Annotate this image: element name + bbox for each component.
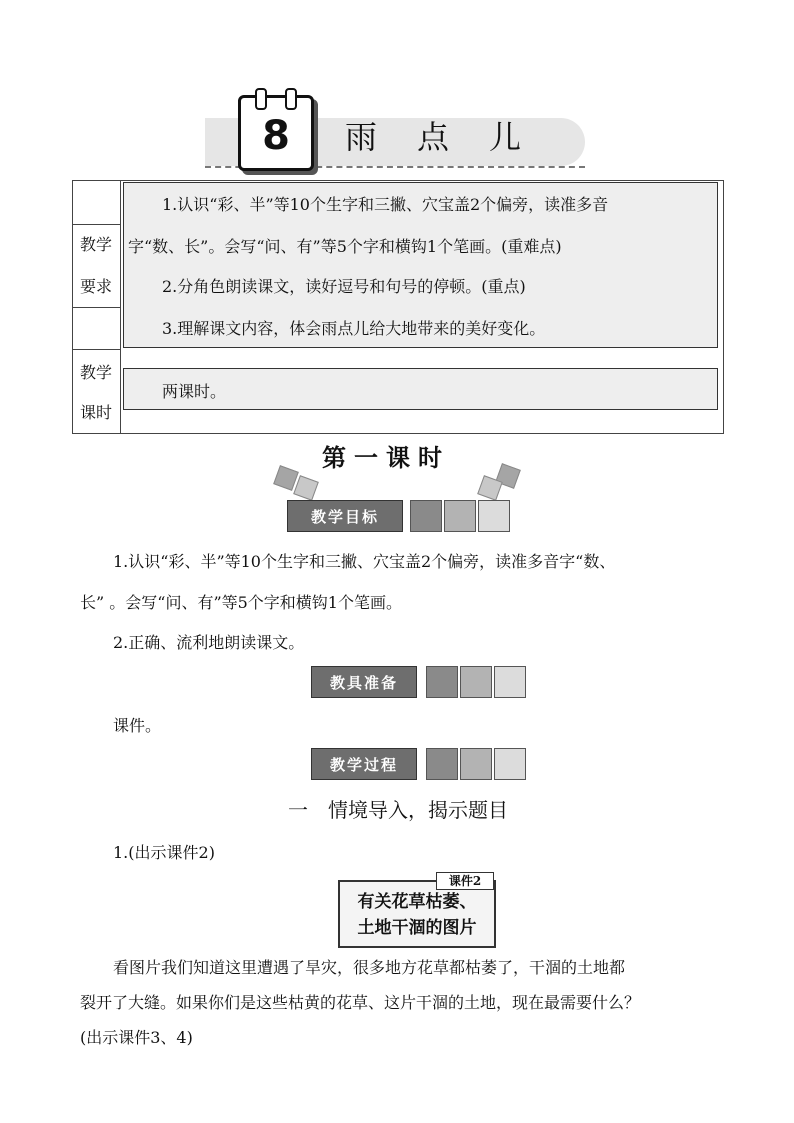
badge-square [494,748,526,780]
process-badge: 教学过程 [311,748,417,780]
badge-square [410,500,442,532]
courseware-line: 土地干涸的图片 [357,918,477,938]
badge-square [494,666,526,698]
requirement-line: 字“数、长”。会写“问、有”等5个字和横钩1个笔画。(重难点) [128,237,562,256]
paragraph-line: (出示课件3、4) [80,1028,193,1047]
calendar-icon [238,95,314,171]
step-text: 1.(出示课件2) [113,843,215,862]
badge-square [478,500,510,532]
badge-square [426,748,458,780]
paragraph-line: 看图片我们知道这里遭遇了旱灾，很多地方花草都枯萎了，干涸的土地都 [113,958,626,977]
lesson-title: 雨点儿 [345,118,562,156]
hours-label-2: 课时 [79,403,112,422]
requirement-line: 3.理解课文内容，体会雨点儿给大地带来的美好变化。 [162,319,546,338]
req-label-2: 要求 [79,277,112,296]
paragraph-line: 裂开了大缝。如果你们是这些枯黄的花草、这片干涸的土地，现在最需要什么？ [80,993,641,1012]
hours-value: 两课时。 [162,382,227,401]
badge-square [426,666,458,698]
requirement-line: 2.分角色朗读课文，读好逗号和句号的停顿。(重点) [162,277,526,296]
lesson-number: 8 [262,113,290,159]
section-heading: 一 情境导入，揭示题目 [288,798,508,822]
goal-line: 长” 。会写“问、有”等5个字和横钩1个笔画。 [80,593,402,612]
courseware-tag: 课件2 [436,872,494,890]
requirement-line: 1.认识“彩、半”等10个生字和三撇、穴宝盖2个偏旁，读准多音 [162,195,609,214]
prep-text: 课件。 [113,716,162,735]
badge-square [444,500,476,532]
courseware-card [338,880,496,948]
courseware-line: 有关花草枯萎、 [357,892,477,912]
goal-line: 1.认识“彩、半”等10个生字和三撇、穴宝盖2个偏旁，读准多音字“数、 [113,552,616,571]
badge-square [460,666,492,698]
prep-badge: 教具准备 [311,666,417,698]
goals-badge: 教学目标 [287,500,403,532]
goal-line: 2.正确、流利地朗读课文。 [113,633,305,652]
badge-square [460,748,492,780]
hours-label-1: 教学 [79,363,112,382]
req-label-1: 教学 [79,235,112,254]
period-title: 第一课时 [322,443,450,472]
decor-square [293,475,319,501]
